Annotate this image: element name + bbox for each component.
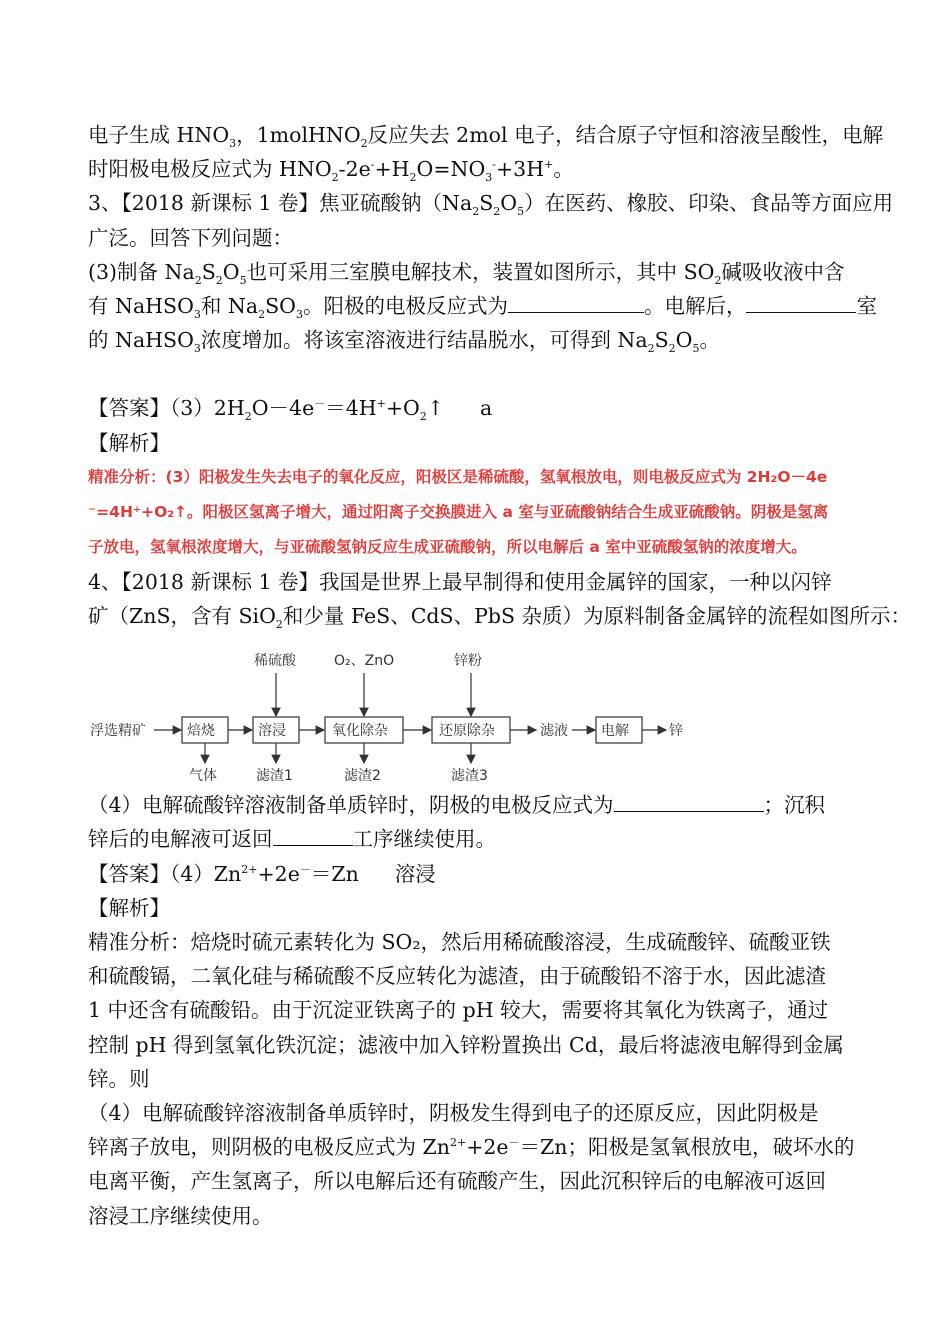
analysis-line: 控制 pH 得到氢氧化铁沉淀；滤液中加入锌粉置换出 Cd，最后将滤液电解得到金属 (88, 1032, 844, 1057)
question-4-sub: （4）电解硫酸锌溶液制备单质锌时，阴极的电极反应式为 ；沉积 (88, 793, 826, 818)
analysis-label: 【解析】 (88, 895, 170, 920)
flow-product-label: 锌 (669, 723, 683, 740)
flow-start-label: 浮选精矿 (90, 723, 146, 740)
question-4-title: 4、【2018 新课标 1 卷】我国是世界上最早制得和使用金属锌的国家，一种以闪锌 (88, 569, 832, 594)
analysis-text-red: ⁻=4H⁺+O₂↑。阳极区氢离子增大，通过阳离子交换膜进入 a 室与亚硫酸钠结合生成亚硫酸钠。阴极是氢离 (88, 502, 829, 521)
flow-step-leach: 溶浸 (258, 723, 286, 740)
flow-step-oxidize: 氧化除杂 (332, 723, 388, 740)
analysis-line: 1 中还含有硫酸铅。由于沉淀亚铁离子的 pH 较大，需要将其氧化为铁离子，通过 (88, 998, 829, 1023)
paragraph-line: 时阳极电极反应式为 $HNO_2-2e^-+H_2O=NO_3^-+3H^+$。 (88, 157, 574, 185)
answer-blank[interactable] (614, 791, 764, 812)
flow-output-gas: 气体 (189, 768, 217, 783)
question-3-title: 3、【2018 新课标 1 卷】焦亚硫酸钠$(Na_2S_2O_5)$在医药、橡胶、印染、食品等方面应用 (88, 191, 894, 219)
analysis-line: 和硫酸镉，二氧化硅与稀硫酸不反应转化为滤渣，由于硫酸铅不溶于水，因此滤渣 (88, 964, 826, 989)
flow-filtrate-label: 滤液 (540, 723, 568, 740)
flow-input-zinc-powder: 锌粉 (454, 653, 482, 670)
flow-input-acid: 稀硫酸 (254, 653, 296, 670)
analysis-line: 精准分析：焙烧时硫元素转化为 SO₂，然后用稀硫酸溶浸，生成硫酸锌、硫酸亚铁 (88, 930, 831, 955)
question-4-line: 矿（ZnS，含有 SiO$_2$和少量 FeS、CdS、PbS 杂质）为原料制备金属锌的流程如图所示： (88, 604, 912, 632)
flow-output-residue-1: 滤渣1 (256, 768, 293, 783)
question-3-line: (3)制备 $Na_2S_2O_5$也可采用三室膜电解技术，装置如图所示，其中 $SO_2$碱吸收液中含 (88, 259, 845, 287)
analysis-line: 锌。则 (88, 1066, 150, 1091)
analysis-label: 【解析】 (88, 430, 170, 455)
flow-output-residue-3: 滤渣3 (451, 768, 488, 783)
answer-line: 【答案】$(3)2H_2O-4e^-=4H^++O_2↑$ a (88, 396, 493, 424)
question-3-line: 的 NaHSO$_3$浓度增加。将该室溶液进行结晶脱水，可得到 $Na_2S_2O_5$。 (88, 328, 720, 356)
answer-blank[interactable] (508, 292, 644, 313)
answer-line: 【答案】$(4)Zn^{2+}+2e^-=Zn$ 溶浸 (88, 861, 436, 886)
process-flow-diagram (88, 637, 868, 782)
answer-blank[interactable] (746, 292, 856, 313)
analysis-text-red: 精准分析：(3）阳极发生失去电子的氧化反应，阳极区是稀硫酸，氢氧根放电，则电极反应式为 2H₂O－4e (88, 467, 828, 486)
analysis-line: 锌离子放电，则阴极的电极反应式为 $Zn^{2+}+2e^-=Zn$；阳极是氢氧根放电，破坏水的 (88, 1135, 855, 1160)
paragraph-line: 电子生成 $HNO_3$，1molHNO$_2$反应失去 2mol 电子，结合原子守恒和溶液呈酸性，电解 (88, 123, 884, 151)
flow-input-oxidant: O₂、ZnO (334, 653, 395, 670)
analysis-line: （4）电解硫酸锌溶液制备单质锌时，阴极发生得到电子的还原反应，因此阴极是 (88, 1101, 819, 1126)
question-4-sub: 锌后的电解液可返回 工序继续使用。 (88, 827, 496, 852)
answer-blank[interactable] (273, 825, 353, 846)
question-3-line: 广泛。回答下列问题： (88, 225, 293, 250)
document-page (88, 118, 912, 1233)
flow-step-reduce: 还原除杂 (439, 723, 495, 740)
analysis-text-red: 子放电，氢氧根浓度增大，与亚硫酸氢钠反应生成亚硫酸钠，所以电解后 a 室中亚硫酸氢钠的浓度增大。 (88, 537, 807, 556)
analysis-line: 溶浸工序继续使用。 (88, 1203, 273, 1228)
flow-output-residue-2: 滤渣2 (344, 768, 381, 783)
analysis-line: 电离平衡，产生氢离子，所以电解后还有硫酸产生，因此沉积锌后的电解液可返回 (88, 1169, 826, 1194)
flow-step-roast: 焙烧 (187, 723, 215, 740)
question-3-line: 有 NaHSO$_3$和 $Na_2SO_3$。阳极的电极反应式为 。电解后， 室 (88, 294, 877, 322)
flow-step-electrolysis: 电解 (601, 723, 629, 740)
